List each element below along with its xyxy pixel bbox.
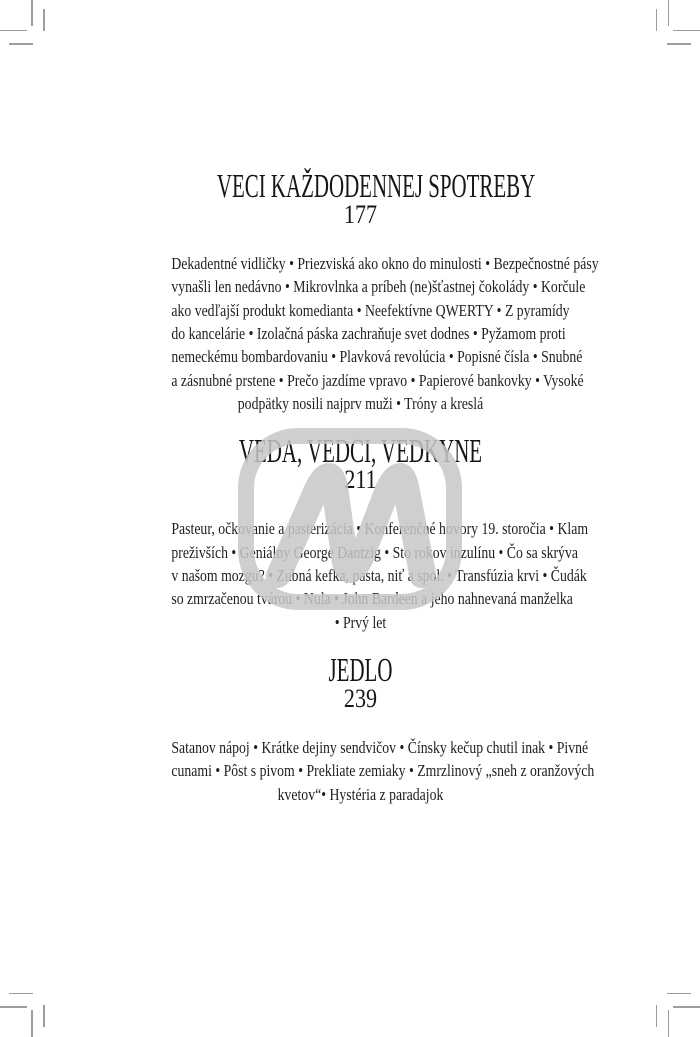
topics-line: preživších • Geniálny George Dantzig • Sto rokov inzulínu • Čo sa skrýva	[171, 542, 578, 562]
section-topics	[171, 517, 589, 634]
crop-mark	[656, 1005, 658, 1027]
topics-line: • Prvý let	[334, 612, 387, 632]
topics-line: so zmrzačenou tvárou • Nula • John Bardeen a jeho nahnevaná manželka	[171, 589, 573, 609]
topics-line: Satanov nápoj • Krátke dejiny sendvičov • Čínsky kečup chutil inak • Pivné	[171, 737, 589, 757]
topics-line: ako vedľajší produkt komedianta • Neefektívne QWERTY • Z pyramídy	[171, 300, 570, 320]
crop-mark	[9, 43, 33, 45]
crop-mark	[668, 1010, 670, 1037]
toc-section	[127, 651, 595, 806]
crop-mark	[667, 43, 691, 45]
crop-mark	[667, 993, 691, 995]
crop-mark	[656, 9, 658, 31]
section-topics	[171, 252, 599, 415]
section-title: JEDLO	[328, 651, 393, 689]
topics-line: vynašli len nedávno • Mikrovlnka a príbeh (ne)šťastnej čokolády • Korčule	[171, 277, 586, 297]
topics-line: Pasteur, očkovanie a pasterizácia • Konferenčné hovory 19. storočia • Klam	[171, 519, 589, 539]
crop-mark	[0, 1006, 27, 1008]
section-title: VEDA, VEDCI, VEDKYNE	[238, 433, 483, 471]
section-page-number: 239	[343, 683, 378, 713]
topics-line: cunami • Pôst s pivom • Prekliate zemiaky • Zmrzlinový „sneh z oranžových	[171, 761, 595, 781]
crop-mark	[31, 0, 33, 26]
toc-section	[127, 168, 599, 415]
crop-mark	[0, 30, 27, 32]
crop-mark	[673, 1006, 700, 1008]
crop-mark	[668, 0, 670, 26]
topics-line: do kancelárie • Izolačná páska zachraňuje svet dodnes • Pyžamom proti	[171, 323, 566, 343]
section-topics	[171, 736, 595, 806]
section-page-number: 211	[344, 465, 377, 495]
crop-mark	[673, 30, 700, 32]
crop-mark	[43, 1005, 45, 1027]
crop-mark	[43, 9, 45, 31]
topics-line: podpätky nosili najprv muži • Tróny a kreslá	[237, 393, 484, 413]
topics-line: v našom mozgu? • Zubná kefka, pasta, niť a spol. • Transfúzia krvi • Čudák	[171, 565, 587, 585]
section-page-number: 177	[343, 200, 378, 229]
section-title: VECI KAŽDODENNEJ SPOTREBY	[216, 168, 536, 205]
topics-line: nemeckému bombardovaniu • Plavková revolúcia • Popisné čísla • Snubné	[171, 347, 583, 367]
crop-mark	[31, 1010, 33, 1037]
toc-section	[127, 435, 594, 634]
topics-line: Dekadentné vidličky • Priezviská ako okno do minulosti • Bezpečnostné pásy	[171, 254, 599, 273]
table-of-contents	[127, 0, 599, 806]
topics-line: a zásnubné prstene • Prečo jazdíme vpravo • Papierové bankovky • Vysoké	[171, 370, 584, 390]
topics-line: kvetov“• Hystéria z paradajok	[277, 784, 444, 804]
crop-mark	[9, 993, 33, 995]
